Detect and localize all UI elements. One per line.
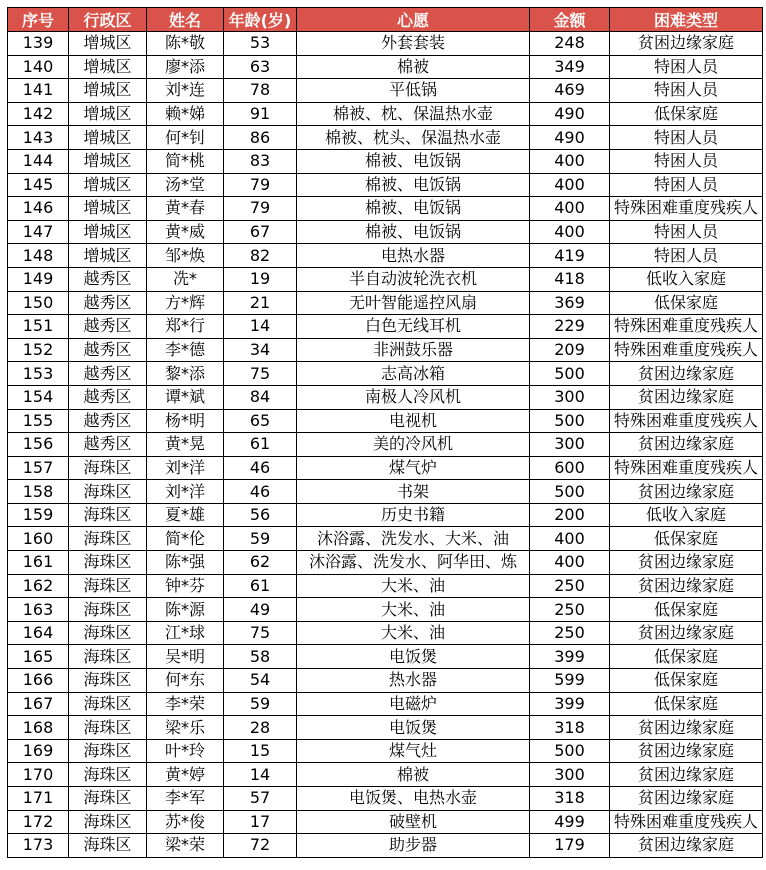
cell-hardship-type: 贫困边缘家庭 [610,739,763,763]
cell-district: 越秀区 [69,409,147,433]
cell-name: 叶*玲 [147,739,224,763]
table-row [8,645,763,669]
cell-name: 谭*斌 [147,385,224,409]
cell-amount: 399 [530,692,610,716]
cell-hardship-type: 特殊困难重度残疾人 [610,456,763,480]
cell-district: 海珠区 [69,834,147,858]
cell-age: 62 [224,551,297,575]
cell-wish: 白色无线耳机 [297,315,530,339]
cell-district: 越秀区 [69,267,147,291]
cell-age: 72 [224,834,297,858]
cell-amount: 400 [530,149,610,173]
cell-age: 83 [224,149,297,173]
cell-age: 75 [224,362,297,386]
cell-age: 59 [224,692,297,716]
cell-serial: 144 [8,149,69,173]
header-hardship-type: 困难类型 [610,8,763,32]
cell-age: 63 [224,55,297,79]
cell-amount: 300 [530,763,610,787]
cell-district: 增城区 [69,79,147,103]
cell-district: 海珠区 [69,551,147,575]
cell-serial: 162 [8,574,69,598]
cell-amount: 469 [530,79,610,103]
cell-district: 海珠区 [69,716,147,740]
cell-serial: 147 [8,220,69,244]
cell-name: 钟*芬 [147,574,224,598]
cell-name: 方*辉 [147,291,224,315]
cell-age: 19 [224,267,297,291]
cell-amount: 400 [530,551,610,575]
cell-hardship-type: 特困人员 [610,149,763,173]
cell-hardship-type: 贫困边缘家庭 [610,385,763,409]
cell-wish: 无叶智能遥控风扇 [297,291,530,315]
table-header [8,8,763,32]
cell-district: 海珠区 [69,574,147,598]
cell-name: 简*伦 [147,527,224,551]
cell-wish: 电视机 [297,409,530,433]
cell-name: 梁*荣 [147,834,224,858]
cell-hardship-type: 贫困边缘家庭 [610,621,763,645]
cell-amount: 599 [530,669,610,693]
table-row [8,149,763,173]
cell-district: 海珠区 [69,739,147,763]
table-row [8,480,763,504]
cell-hardship-type: 特困人员 [610,55,763,79]
table-row [8,32,763,56]
cell-hardship-type: 贫困边缘家庭 [610,362,763,386]
cell-amount: 200 [530,503,610,527]
cell-amount: 179 [530,834,610,858]
cell-hardship-type: 贫困边缘家庭 [610,763,763,787]
cell-hardship-type: 贫困边缘家庭 [610,787,763,811]
table-row [8,315,763,339]
cell-serial: 139 [8,32,69,56]
cell-amount: 248 [530,32,610,56]
cell-wish: 电饭煲 [297,645,530,669]
cell-name: 刘*连 [147,79,224,103]
cell-hardship-type: 特殊困难重度残疾人 [610,197,763,221]
table-row [8,810,763,834]
cell-wish: 棉被 [297,763,530,787]
cell-district: 越秀区 [69,338,147,362]
cell-age: 86 [224,126,297,150]
cell-hardship-type: 特殊困难重度残疾人 [610,409,763,433]
header-amount: 金额 [530,8,610,32]
cell-name: 吴*明 [147,645,224,669]
table-row [8,79,763,103]
cell-name: 李*军 [147,787,224,811]
cell-age: 65 [224,409,297,433]
cell-hardship-type: 特殊困难重度残疾人 [610,315,763,339]
cell-district: 增城区 [69,102,147,126]
header-name: 姓名 [147,8,224,32]
table-row [8,267,763,291]
cell-serial: 150 [8,291,69,315]
cell-district: 增城区 [69,244,147,268]
cell-district: 增城区 [69,32,147,56]
cell-serial: 160 [8,527,69,551]
wish-table [7,7,763,858]
cell-name: 赖*娣 [147,102,224,126]
cell-age: 59 [224,527,297,551]
cell-district: 越秀区 [69,362,147,386]
cell-hardship-type: 特殊困难重度残疾人 [610,810,763,834]
header-age: 年龄(岁) [224,8,297,32]
cell-serial: 158 [8,480,69,504]
cell-age: 17 [224,810,297,834]
cell-name: 黄*春 [147,197,224,221]
cell-district: 越秀区 [69,385,147,409]
cell-serial: 164 [8,621,69,645]
table-row [8,197,763,221]
cell-wish: 半自动波轮洗衣机 [297,267,530,291]
cell-wish: 沐浴露、洗发水、阿华田、炼 [297,551,530,575]
cell-wish: 破壁机 [297,810,530,834]
cell-hardship-type: 低保家庭 [610,291,763,315]
cell-age: 75 [224,621,297,645]
cell-serial: 148 [8,244,69,268]
cell-amount: 400 [530,173,610,197]
cell-name: 李*荣 [147,692,224,716]
table-row [8,763,763,787]
cell-serial: 169 [8,739,69,763]
cell-wish: 非洲鼓乐器 [297,338,530,362]
cell-district: 越秀区 [69,433,147,457]
cell-district: 海珠区 [69,621,147,645]
cell-serial: 159 [8,503,69,527]
cell-wish: 棉被、电饭锅 [297,220,530,244]
cell-district: 增城区 [69,220,147,244]
cell-amount: 400 [530,527,610,551]
cell-age: 34 [224,338,297,362]
table-row [8,385,763,409]
cell-hardship-type: 贫困边缘家庭 [610,574,763,598]
cell-district: 增城区 [69,173,147,197]
cell-age: 82 [224,244,297,268]
cell-hardship-type: 贫困边缘家庭 [610,480,763,504]
cell-name: 夏*雄 [147,503,224,527]
cell-name: 杨*明 [147,409,224,433]
cell-amount: 399 [530,645,610,669]
cell-amount: 490 [530,126,610,150]
cell-age: 14 [224,763,297,787]
cell-name: 刘*洋 [147,456,224,480]
table-row [8,716,763,740]
cell-age: 67 [224,220,297,244]
cell-age: 49 [224,598,297,622]
cell-serial: 165 [8,645,69,669]
table-row [8,503,763,527]
cell-serial: 146 [8,197,69,221]
cell-hardship-type: 低收入家庭 [610,503,763,527]
cell-name: 黄*晃 [147,433,224,457]
cell-amount: 250 [530,574,610,598]
cell-serial: 163 [8,598,69,622]
header-serial: 序号 [8,8,69,32]
cell-name: 郑*行 [147,315,224,339]
table-row [8,834,763,858]
table-row [8,173,763,197]
cell-wish: 煤气炉 [297,456,530,480]
table-row [8,527,763,551]
cell-district: 增城区 [69,126,147,150]
cell-district: 海珠区 [69,645,147,669]
cell-age: 14 [224,315,297,339]
cell-hardship-type: 低保家庭 [610,598,763,622]
cell-hardship-type: 贫困边缘家庭 [610,433,763,457]
cell-age: 57 [224,787,297,811]
cell-name: 苏*俊 [147,810,224,834]
cell-age: 61 [224,433,297,457]
cell-name: 黄*婷 [147,763,224,787]
cell-serial: 153 [8,362,69,386]
cell-hardship-type: 特困人员 [610,173,763,197]
cell-hardship-type: 贫困边缘家庭 [610,32,763,56]
cell-district: 海珠区 [69,527,147,551]
cell-wish: 书架 [297,480,530,504]
cell-name: 黎*添 [147,362,224,386]
cell-name: 梁*乐 [147,716,224,740]
cell-district: 海珠区 [69,669,147,693]
table-row [8,433,763,457]
cell-wish: 棉被 [297,55,530,79]
table-body [8,32,763,858]
cell-serial: 142 [8,102,69,126]
cell-name: 何*钊 [147,126,224,150]
cell-age: 46 [224,456,297,480]
cell-district: 海珠区 [69,456,147,480]
cell-age: 46 [224,480,297,504]
cell-name: 邹*焕 [147,244,224,268]
cell-serial: 145 [8,173,69,197]
table-row [8,126,763,150]
cell-name: 李*德 [147,338,224,362]
cell-amount: 500 [530,362,610,386]
cell-district: 海珠区 [69,763,147,787]
cell-wish: 大米、油 [297,598,530,622]
cell-district: 海珠区 [69,503,147,527]
cell-amount: 369 [530,291,610,315]
cell-serial: 140 [8,55,69,79]
cell-hardship-type: 贫困边缘家庭 [610,834,763,858]
cell-serial: 172 [8,810,69,834]
cell-serial: 141 [8,79,69,103]
cell-wish: 历史书籍 [297,503,530,527]
cell-wish: 外套套装 [297,32,530,56]
header-wish: 心愿 [297,8,530,32]
cell-amount: 500 [530,409,610,433]
cell-wish: 沐浴露、洗发水、大米、油 [297,527,530,551]
cell-serial: 166 [8,669,69,693]
cell-age: 79 [224,173,297,197]
header-row [8,8,763,32]
cell-district: 海珠区 [69,480,147,504]
cell-hardship-type: 低保家庭 [610,102,763,126]
cell-name: 陈*源 [147,598,224,622]
cell-name: 廖*添 [147,55,224,79]
cell-age: 28 [224,716,297,740]
cell-amount: 490 [530,102,610,126]
cell-wish: 志高冰箱 [297,362,530,386]
cell-district: 增城区 [69,197,147,221]
cell-name: 简*桃 [147,149,224,173]
cell-district: 海珠区 [69,810,147,834]
cell-age: 78 [224,79,297,103]
cell-amount: 400 [530,220,610,244]
cell-hardship-type: 低保家庭 [610,527,763,551]
cell-serial: 157 [8,456,69,480]
cell-wish: 电饭煲、电热水壶 [297,787,530,811]
cell-age: 53 [224,32,297,56]
cell-age: 21 [224,291,297,315]
cell-serial: 170 [8,763,69,787]
cell-serial: 155 [8,409,69,433]
cell-hardship-type: 贫困边缘家庭 [610,551,763,575]
table-row [8,220,763,244]
cell-amount: 250 [530,598,610,622]
cell-name: 江*球 [147,621,224,645]
cell-hardship-type: 特困人员 [610,244,763,268]
cell-hardship-type: 低收入家庭 [610,267,763,291]
cell-serial: 152 [8,338,69,362]
cell-serial: 151 [8,315,69,339]
cell-wish: 美的冷风机 [297,433,530,457]
cell-hardship-type: 低保家庭 [610,669,763,693]
cell-wish: 棉被、枕、保温热水壶 [297,102,530,126]
cell-serial: 171 [8,787,69,811]
cell-hardship-type: 低保家庭 [610,692,763,716]
cell-amount: 318 [530,787,610,811]
cell-serial: 168 [8,716,69,740]
cell-district: 海珠区 [69,787,147,811]
table-row [8,692,763,716]
cell-hardship-type: 特殊困难重度残疾人 [610,338,763,362]
table-row [8,621,763,645]
cell-hardship-type: 特困人员 [610,126,763,150]
table-row [8,551,763,575]
cell-hardship-type: 特困人员 [610,79,763,103]
cell-age: 84 [224,385,297,409]
cell-age: 54 [224,669,297,693]
cell-serial: 167 [8,692,69,716]
cell-wish: 大米、油 [297,621,530,645]
cell-amount: 209 [530,338,610,362]
cell-amount: 400 [530,197,610,221]
cell-amount: 500 [530,739,610,763]
header-district: 行政区 [69,8,147,32]
cell-amount: 300 [530,433,610,457]
cell-name: 刘*洋 [147,480,224,504]
cell-age: 61 [224,574,297,598]
cell-wish: 煤气灶 [297,739,530,763]
cell-district: 海珠区 [69,598,147,622]
cell-hardship-type: 低保家庭 [610,645,763,669]
cell-amount: 600 [530,456,610,480]
table-row [8,739,763,763]
cell-wish: 平低锅 [297,79,530,103]
cell-name: 陈*敬 [147,32,224,56]
cell-wish: 棉被、电饭锅 [297,149,530,173]
cell-amount: 229 [530,315,610,339]
cell-wish: 电饭煲 [297,716,530,740]
cell-serial: 143 [8,126,69,150]
table-row [8,787,763,811]
cell-district: 增城区 [69,149,147,173]
cell-wish: 电热水器 [297,244,530,268]
cell-age: 15 [224,739,297,763]
cell-amount: 250 [530,621,610,645]
table-row [8,338,763,362]
cell-amount: 300 [530,385,610,409]
cell-amount: 499 [530,810,610,834]
cell-amount: 500 [530,480,610,504]
table-row [8,456,763,480]
cell-wish: 棉被、枕头、保温热水壶 [297,126,530,150]
cell-name: 汤*堂 [147,173,224,197]
cell-name: 冼* [147,267,224,291]
cell-serial: 161 [8,551,69,575]
cell-age: 79 [224,197,297,221]
cell-age: 56 [224,503,297,527]
table-row [8,409,763,433]
table-row [8,55,763,79]
table-row [8,362,763,386]
table-row [8,598,763,622]
table-row [8,669,763,693]
cell-name: 陈*强 [147,551,224,575]
cell-age: 58 [224,645,297,669]
table-row [8,102,763,126]
cell-name: 黄*威 [147,220,224,244]
cell-wish: 助步器 [297,834,530,858]
cell-wish: 棉被、电饭锅 [297,197,530,221]
cell-amount: 318 [530,716,610,740]
table-row [8,291,763,315]
cell-wish: 电磁炉 [297,692,530,716]
cell-serial: 149 [8,267,69,291]
cell-district: 海珠区 [69,692,147,716]
cell-name: 何*东 [147,669,224,693]
cell-age: 91 [224,102,297,126]
cell-district: 增城区 [69,55,147,79]
cell-wish: 棉被、电饭锅 [297,173,530,197]
cell-wish: 大米、油 [297,574,530,598]
cell-hardship-type: 贫困边缘家庭 [610,716,763,740]
cell-amount: 418 [530,267,610,291]
cell-amount: 349 [530,55,610,79]
cell-serial: 154 [8,385,69,409]
table-row [8,244,763,268]
cell-hardship-type: 特困人员 [610,220,763,244]
cell-serial: 173 [8,834,69,858]
cell-wish: 热水器 [297,669,530,693]
table-row [8,574,763,598]
cell-district: 越秀区 [69,291,147,315]
cell-district: 越秀区 [69,315,147,339]
cell-amount: 419 [530,244,610,268]
cell-wish: 南极人冷风机 [297,385,530,409]
cell-serial: 156 [8,433,69,457]
